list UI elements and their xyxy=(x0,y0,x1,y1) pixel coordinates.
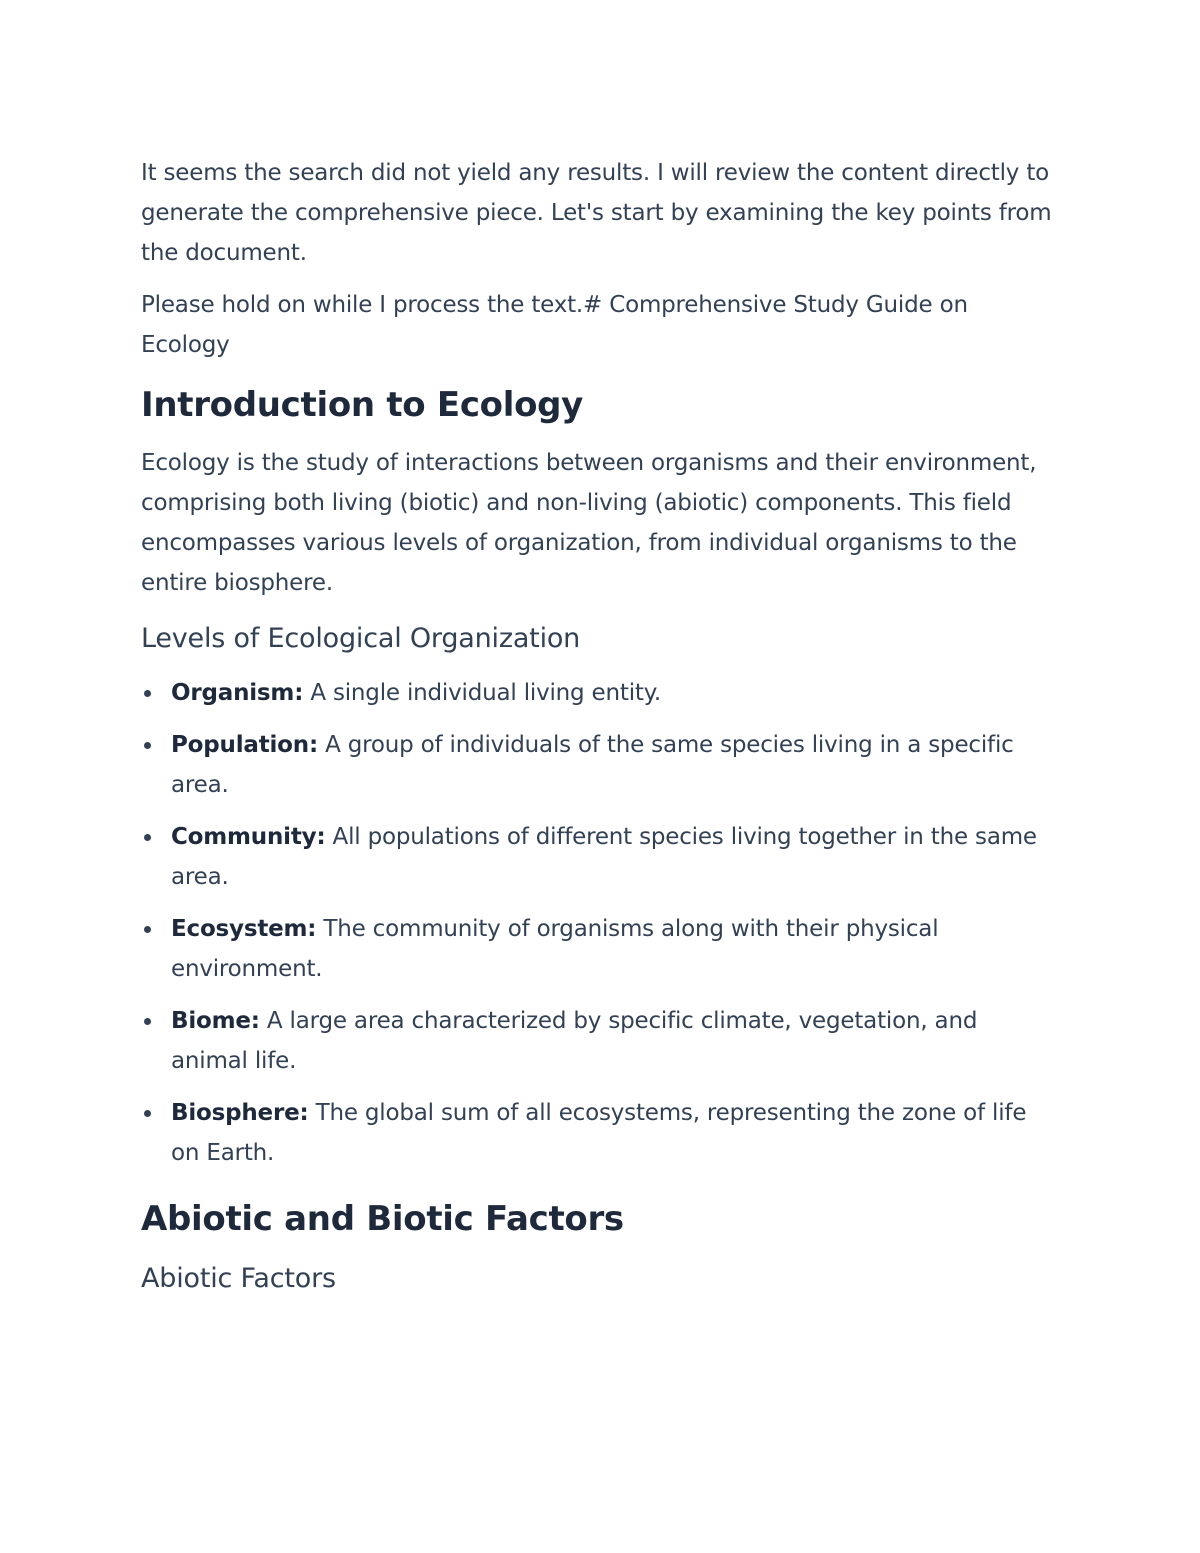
ecology-definition-paragraph: Ecology is the study of interactions between organisms and their environment, comprising both living (biotic) and non-living (abiotic) components. This field encompasses various levels of organization, from individual organisms to the entire biosphere. xyxy=(141,450,1037,596)
bullet-icon xyxy=(144,834,151,841)
term-separator: : xyxy=(299,1100,309,1126)
bullet-icon xyxy=(144,1110,151,1117)
term-ecosystem: Ecosystem xyxy=(171,916,308,942)
term-biome: Biome xyxy=(171,1008,251,1034)
list-item-biome xyxy=(141,1001,1061,1081)
list-item-population xyxy=(141,725,1061,805)
term-separator: : xyxy=(307,916,317,942)
bullet-icon xyxy=(144,742,151,749)
definition-population: A group of individuals of the same species living in a specific area. xyxy=(171,732,1014,798)
definition-biome: A large area characterized by specific climate, vegetation, and animal life. xyxy=(171,1008,978,1074)
heading-abiotic-factors: Abiotic Factors xyxy=(141,1263,336,1294)
intro-paragraph-2: Please hold on while I process the text.# Comprehensive Study Guide on Ecology xyxy=(141,292,968,358)
definition-biosphere: The global sum of all ecosystems, representing the zone of life on Earth. xyxy=(171,1100,1027,1166)
term-separator: : xyxy=(308,732,318,758)
heading-abiotic-biotic: Abiotic and Biotic Factors xyxy=(141,1199,624,1239)
definition-community: All populations of different species living together in the same area. xyxy=(171,824,1037,890)
bullet-icon xyxy=(144,690,151,697)
heading-introduction: Introduction to Ecology xyxy=(141,385,584,425)
list-item-organism xyxy=(141,673,1061,713)
list-item-ecosystem xyxy=(141,909,1061,989)
term-organism: Organism xyxy=(171,680,295,706)
list-item-community xyxy=(141,817,1061,897)
intro-paragraph-1: It seems the search did not yield any results. I will review the content directly to generate the comprehensive piece. Let's start by examining the key points from the document. xyxy=(141,160,1052,266)
document-page xyxy=(141,153,1061,1313)
definition-organism: A single individual living entity. xyxy=(303,680,661,706)
definition-ecosystem: The community of organisms along with their physical environment. xyxy=(171,916,939,982)
heading-levels: Levels of Ecological Organization xyxy=(141,623,581,654)
bullet-icon xyxy=(144,1018,151,1025)
bullet-icon xyxy=(144,926,151,933)
list-item-biosphere xyxy=(141,1093,1061,1173)
levels-list xyxy=(141,673,1061,1173)
term-separator: : xyxy=(294,680,304,706)
term-separator: : xyxy=(250,1008,260,1034)
term-biosphere: Biosphere xyxy=(171,1100,300,1126)
term-community: Community xyxy=(171,824,317,850)
term-population: Population xyxy=(171,732,309,758)
term-separator: : xyxy=(316,824,326,850)
